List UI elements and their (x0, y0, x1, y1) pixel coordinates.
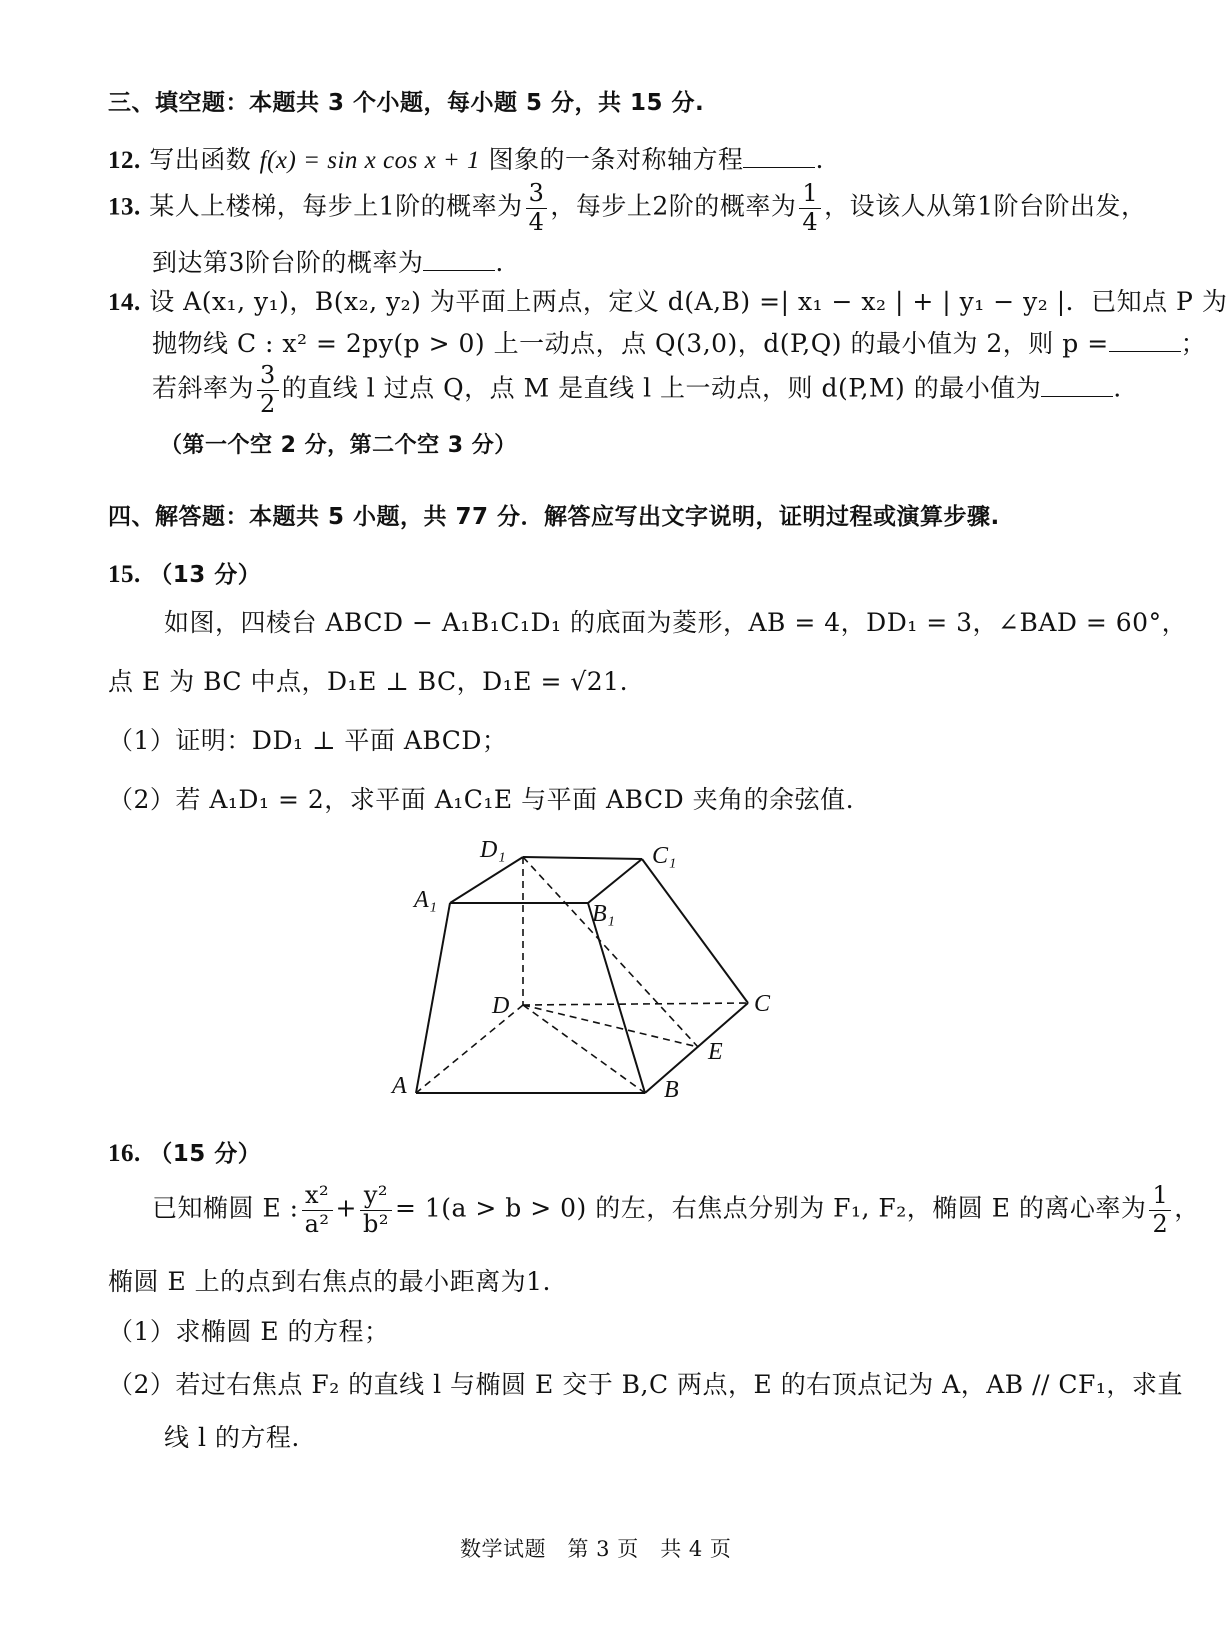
q12-text-pre: 写出函数 (149, 145, 260, 174)
answer-blank (743, 147, 815, 168)
question-14-line-1 (108, 282, 1227, 318)
q15-part-2: （2）若 A₁D₁ = 2，求平面 A₁C₁E 与平面 ABCD 夹角的余弦值. (108, 785, 855, 814)
q12-end: . (815, 145, 824, 174)
q14-line-3-end: . (1113, 373, 1122, 403)
fraction-numerator: 1 (799, 180, 821, 209)
answer-blank (1109, 331, 1181, 352)
section-4-heading: 四、解答题：本题共 5 小题，共 77 分．解答应写出文字说明，证明过程或演算步骤. (108, 504, 1000, 530)
fraction-three-halves (257, 362, 279, 418)
label-d1: D₁ (480, 837, 506, 863)
fraction-one-quarter (799, 180, 821, 236)
fraction-denominator: 4 (528, 207, 545, 236)
frustum-figure (380, 835, 800, 1110)
q14-line-3-text-a: 若斜率为 (152, 373, 255, 403)
q13-line-2-text: 到达第3阶台阶的概率为 (152, 248, 424, 277)
question-15-header (108, 556, 261, 589)
fraction-denominator: 2 (1152, 1209, 1169, 1238)
edge-b-c (645, 1003, 748, 1093)
edge-d-c (523, 1003, 748, 1005)
solid-edges (416, 857, 748, 1093)
q14-line-1-text: 设 A(x₁, y₁)，B(x₂, y₂) 为平面上两点，定义 d(A,B) =| x₁ − x₂ | + | y₁ − y₂ |．已知点 P 为 (149, 287, 1227, 316)
q14-line-2-end: ； (1180, 329, 1207, 358)
fraction-denominator: 2 (260, 389, 276, 418)
fraction-numerator: y² (360, 1182, 392, 1211)
edge-c1-c (642, 859, 748, 1003)
question-13-line-2 (152, 243, 504, 279)
q12-formula: f(x) = sin x cos x + 1 (259, 147, 481, 174)
fraction-denominator: 4 (802, 207, 819, 236)
q16-part-1: （1）求椭圆 E 的方程； (108, 1317, 390, 1346)
edge-d-e (523, 1005, 698, 1047)
label-e: E (708, 1039, 723, 1065)
q16-part-2: （2）若过右焦点 F₂ 的直线 l 与椭圆 E 交于 B,C 两点，E 的右顶点记为 A，AB // CF₁，求直 (108, 1370, 1183, 1399)
question-12 (108, 140, 824, 176)
label-d: D (492, 993, 510, 1019)
question-13-line-1 (108, 180, 1147, 236)
question-16-header (108, 1135, 261, 1168)
q14-line-3-text-b: 的直线 l 过点 Q，点 M 是直线 l 上一动点，则 d(P,M) 的最小值为 (281, 373, 1042, 403)
q16-line-2: 椭圆 E 上的点到右焦点的最小距离为1. (108, 1267, 551, 1296)
label-b: B (664, 1077, 679, 1103)
q13-text-c: ，设该人从第1阶台阶出发， (824, 191, 1147, 221)
fraction-three-quarters (526, 180, 548, 236)
edge-c1-b1 (588, 859, 642, 903)
q15-part-1: （1）证明：DD₁ ⊥ 平面 ABCD； (108, 726, 508, 755)
fraction-numerator: 3 (257, 362, 279, 391)
question-number: 13. (108, 193, 141, 221)
q16-text-c: ， (1174, 1193, 1200, 1223)
answer-blank (1041, 376, 1113, 397)
question-score: （15 分） (149, 1141, 262, 1167)
edge-a1-a (416, 903, 450, 1093)
section-3-heading: 三、填空题：本题共 3 个小题，每小题 5 分，共 15 分. (108, 90, 705, 116)
label-c1: C₁ (652, 843, 677, 869)
label-a1: A₁ (414, 887, 438, 913)
answer-blank (423, 250, 495, 271)
q16-text-a: 已知椭圆 E : (152, 1193, 299, 1223)
edge-d-b (523, 1005, 645, 1093)
label-a: A (392, 1073, 407, 1099)
q16-part-2-cont: 线 l 的方程. (164, 1423, 300, 1452)
question-14-line-2 (152, 324, 1206, 360)
q16-text-b: = 1(a > b > 0) 的左，右焦点分别为 F₁, F₂，椭圆 E 的离心率为 (394, 1193, 1147, 1223)
q15-line-2: 点 E 为 BC 中点，D₁E ⊥ BC，D₁E = √21. (108, 667, 629, 696)
q14-score-note: （第一个空 2 分，第二个空 3 分） (160, 433, 517, 458)
fraction-denominator: b² (362, 1209, 389, 1238)
label-c: C (754, 991, 771, 1017)
fraction-denominator: a² (304, 1209, 330, 1238)
question-number: 14. (108, 289, 141, 316)
q13-text-b: ，每步上2阶的概率为 (550, 191, 797, 221)
fraction-y2-b2 (360, 1182, 392, 1238)
fraction-one-half (1149, 1182, 1171, 1238)
fraction-numerator: x² (302, 1182, 333, 1211)
edge-b1-b (588, 903, 645, 1093)
fraction-x2-a2 (302, 1182, 333, 1238)
fraction-numerator: 3 (526, 180, 548, 209)
question-number: 16. (108, 1140, 141, 1167)
page-footer: 数学试题 第 3 页 共 4 页 (460, 1537, 732, 1561)
q14-line-2-text: 抛物线 C : x² = 2py(p > 0) 上一动点，点 Q(3,0)，d(P,Q) 的最小值为 2，则 p = (152, 329, 1109, 358)
q13-text-a: 某人上楼梯，每步上1阶的概率为 (149, 191, 523, 221)
edge-d1-c1 (523, 857, 642, 859)
question-number: 15. (108, 561, 141, 588)
q16-line-1: 已知椭圆 E : $\frac{\text{x²}}{\text{a²}}$ + $\frac{\text{y²}}{\text{b²}}$ = 1(a > b > 0) 的左，右焦点分别为 F₁, F₂，椭圆 E 的离心率为 $\frac{1}{2}$ ， (152, 1181, 1200, 1238)
fraction-numerator: 1 (1149, 1182, 1171, 1211)
edge-a1-d1 (450, 857, 523, 903)
q12-text-post: 图象的一条对称轴方程 (480, 145, 744, 174)
q15-line-1: 如图，四棱台 ABCD − A₁B₁C₁D₁ 的底面为菱形，AB = 4，DD₁ = 3，∠BAD = 60°， (164, 608, 1188, 637)
label-b1: B₁ (592, 901, 616, 927)
question-14-line-3 (152, 362, 1122, 418)
q13-end: . (495, 248, 504, 277)
question-score: （13 分） (149, 562, 262, 588)
question-number: 12. (108, 147, 141, 174)
